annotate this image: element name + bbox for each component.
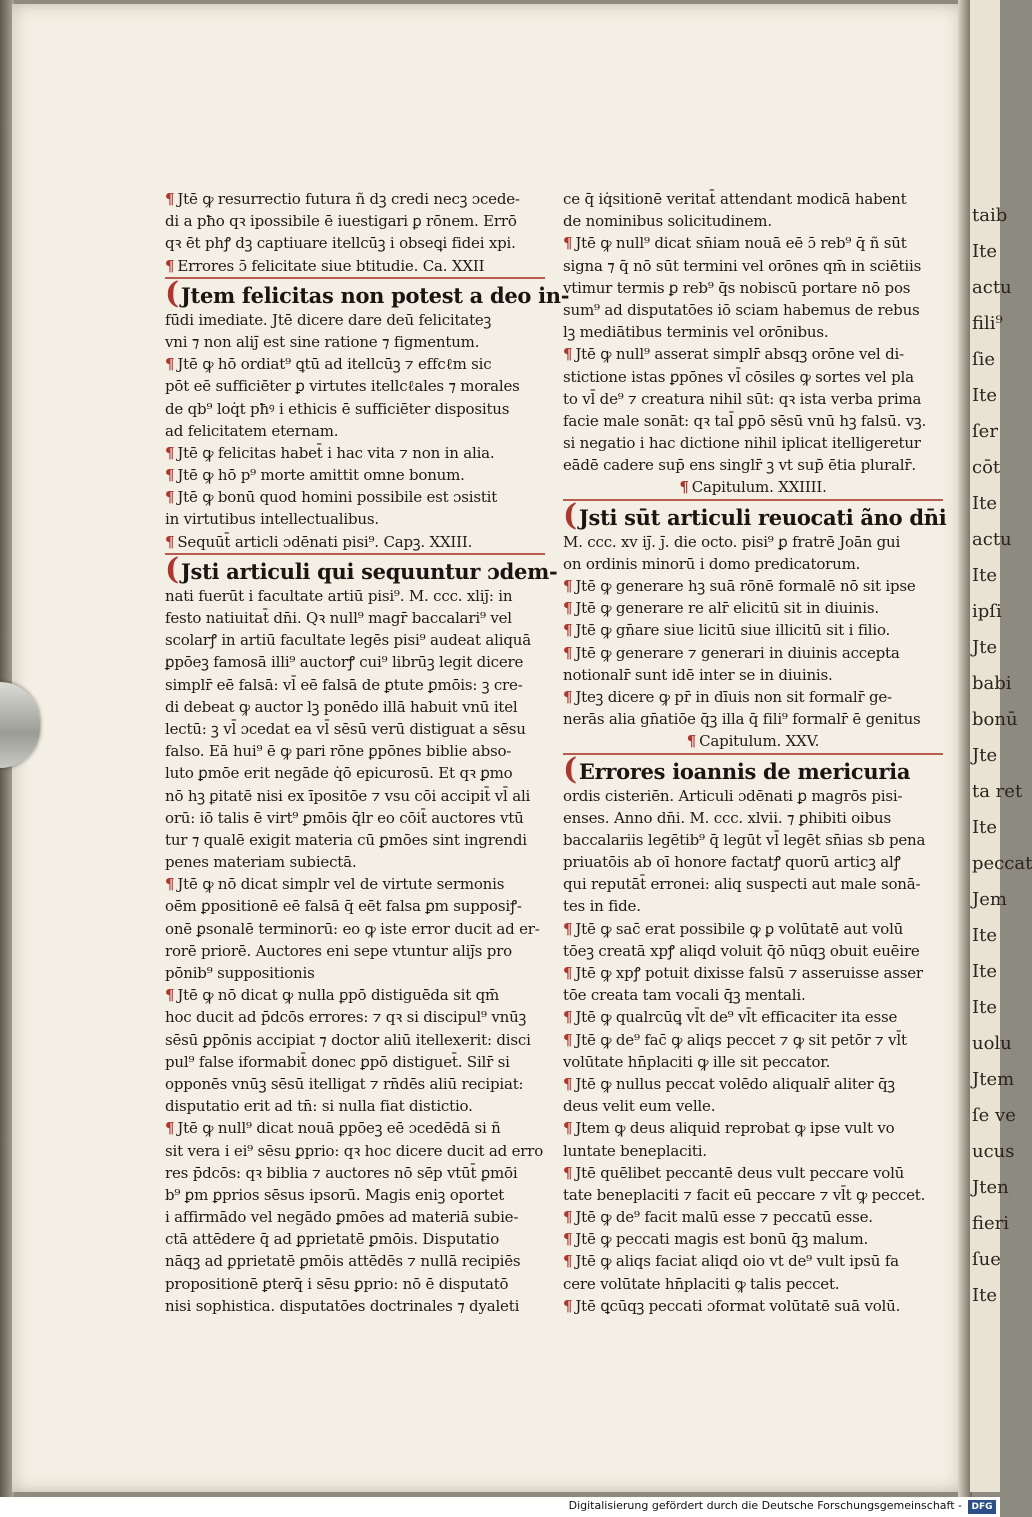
next-page-text-fragment: Ite [972, 997, 997, 1018]
next-page-text-fragment: fili⁹ [972, 313, 1003, 334]
pilcrow-mark: ¶ [563, 1030, 573, 1049]
text-line [563, 388, 943, 410]
next-page-text-fragment: ucus [972, 1141, 1015, 1162]
text-line [165, 375, 545, 397]
line-text: orū: iō talis ē virt⁹ ꝑmōis q̄lr eo cōit̄ auctores vtū [165, 808, 524, 827]
text-line [563, 575, 943, 597]
text-line [165, 740, 545, 762]
line-text: Jtē ꝙ null⁹ asserat simplr̄ absqꝫ orōne vel di- [575, 345, 904, 364]
line-text: Jtē ꝙ nullus peccat volēdo aliqualr̄ aliter q̄ꝫ [575, 1074, 895, 1093]
line-text: lꝫ mediātibus terminis vel orōnibus. [563, 323, 829, 342]
line-text: M. ccc. xv iȷ̄. ȷ̄. die octo. pisi⁹ ꝑ fratrē Joān gui [563, 532, 901, 551]
pilcrow-mark: ¶ [563, 234, 573, 253]
pilcrow-mark: ¶ [165, 1119, 175, 1138]
text-line [165, 210, 545, 232]
next-page-text-fragment: ſue [972, 1249, 1001, 1270]
text-line [165, 1073, 545, 1095]
text-line [165, 829, 545, 851]
line-text: pōt eē sufficiēter ꝑ virtutes itellcℓales ⁊ morales [165, 377, 520, 396]
next-page-text-fragment: uolu [972, 1033, 1012, 1054]
line-text: falso. Eā hui⁹ ē ꝙ pari rōne ꝑpōnes biblie abso- [165, 742, 512, 761]
text-line [165, 1162, 545, 1184]
rubric-heading [563, 497, 947, 533]
text-line [165, 762, 545, 784]
text-line [165, 629, 545, 651]
line-text: Jtē ꝙ generare ⁊ generari in diuinis accepta [575, 643, 900, 662]
text-line [563, 1206, 943, 1228]
line-text: Jtē ꝙ generare hꝫ suā rōnē formalē nō sit ipse [575, 577, 916, 595]
next-page-text-fragment: fieri [972, 1213, 1010, 1234]
line-text: simplr̄ eē falsā: vl̄ eē falsā de ꝑtute ꝑmōis: ꝫ cre- [165, 675, 523, 694]
text-line [165, 984, 545, 1006]
line-text: de qb⁹ loq̇t pħꝰ i ethicis ē sufficiēter dispositus [165, 399, 510, 418]
line-text: vtimur termis ꝑ reb⁹ q̄s nobiscū portare nō pos [563, 278, 911, 297]
text-line [165, 940, 545, 962]
line-text: Jtē ꝙ sac̄ erat possibile ꝙ ꝑ volūtatē aut volū [575, 919, 904, 938]
line-text: pōnib⁹ suppositionis [165, 964, 315, 982]
text-line [165, 1184, 545, 1206]
text-line [165, 1029, 545, 1051]
text-line [165, 1250, 545, 1272]
text-line [563, 255, 943, 277]
text-line [165, 1228, 545, 1250]
next-page-text-fragment: Jte [972, 745, 998, 766]
line-text: ce q̄ iq̇sitionē veritat̄ attendant modicā habent [563, 190, 907, 208]
next-page-text-fragment: ipſi [972, 601, 1002, 622]
text-line [563, 1095, 943, 1117]
line-text: notionalr̄ sunt idē inter se in diuinis. [563, 665, 833, 684]
text-line [563, 664, 943, 686]
text-line [165, 1273, 545, 1295]
line-text: de nominibus solicitudinem. [563, 212, 772, 231]
line-text: deus velit eum velle. [563, 1097, 716, 1116]
right-text-column [563, 188, 947, 1317]
next-page-text-fragment: Jem [972, 889, 1007, 910]
line-text: ctā attēdere q̄ ad ꝑprietatē ꝑmōis. Disputatio [165, 1230, 500, 1249]
text-line [165, 696, 545, 718]
line-text: Jtē ꝙ nō dicat ꝙ nulla ꝑpō distiguēda sit qm̄ [177, 986, 500, 1005]
text-line [563, 321, 943, 343]
text-line [165, 508, 545, 530]
line-text: scolarꝭ in artiū facultate legēs pisi⁹ audeat aliquā [165, 631, 531, 650]
text-line [563, 730, 943, 754]
rubric-heading [165, 551, 558, 587]
line-text: Jtē ꝙ bonū quod homini possibile est ɔsistit [177, 488, 498, 507]
line-text: rorē priorē. Auctores eni sepe vtuntur aliȷ̄s pro [165, 941, 512, 960]
line-text: pul⁹ false iformabit̄ donec ꝑpō distiguet̄. Silr̄ si [165, 1052, 510, 1071]
line-text: nisi sophistica. disputatōes doctrinales ⁊ dyaleti [165, 1296, 520, 1315]
line-text: hoc ducit ad p̄dcōs errores: ⁊ qꝛ si discipul⁹ vnūꝫ [165, 1008, 527, 1027]
line-text: fūdi imediate. Jtē dicere dare deū felicitateꝫ [165, 310, 492, 329]
text-line [563, 454, 943, 476]
line-text: Capitulum. XXIIII. [691, 478, 827, 497]
pilcrow-mark: ¶ [563, 1163, 573, 1182]
pilcrow-mark: ¶ [563, 345, 573, 364]
next-page-text-fragment: Ite [972, 565, 997, 586]
text-line [165, 674, 545, 696]
text-line [563, 1228, 943, 1250]
next-page-text-fragment: Jtem [972, 1069, 1015, 1090]
line-text: sum⁹ ad disputatōes iō sciam habemus de rebus [563, 300, 920, 319]
line-text: in virtutibus intellectualibus. [165, 510, 379, 529]
pilcrow-mark: ¶ [165, 488, 175, 507]
text-line [165, 353, 545, 375]
line-text: Jtem ꝙ deus aliquid reprobat ꝙ ipse vult vo [575, 1119, 895, 1138]
text-line [563, 553, 943, 575]
pilcrow-mark: ¶ [563, 1252, 573, 1271]
rubric-initial-mark: ( [165, 275, 179, 311]
next-page-text-fragment: ſer [972, 421, 998, 442]
text-line [165, 918, 545, 940]
line-text: signa ⁊ q̄ nō sūt termini vel orōnes qm̄ in sciētiis [563, 256, 922, 275]
pilcrow-mark: ¶ [165, 256, 175, 275]
text-line [165, 464, 545, 486]
line-text: Jtē ꝙ null⁹ dicat sn̄iam nouā eē ɔ̄ reb⁹ q̄ ñ sūt [575, 234, 907, 253]
pilcrow-mark: ¶ [563, 1230, 573, 1249]
line-text: Jtē ꝙ null⁹ dicat nouā ꝑpōeꝫ eē ɔcedēdā si ñ [177, 1119, 501, 1138]
line-text: nāqꝫ ad ꝑprietatē ꝑmōis attēdēs ⁊ nullā recipiēs [165, 1252, 521, 1271]
line-text: Jtē ꝙ qualrcūꝗ vl̄t de⁹ vl̄t efficaciter ita esse [575, 1008, 898, 1027]
line-text: sēsū ꝑpōnis accipiat ⁊ doctor aliū itellexerit: disci [165, 1030, 531, 1049]
text-line [563, 210, 943, 232]
line-text: Jsti sūt articuli reuocati ãno dn̄i [578, 504, 947, 530]
line-text: Jtē ꝙ xpꝭ potuit dixisse falsū ⁊ asseruisse asser [575, 964, 923, 982]
pilcrow-mark: ¶ [686, 732, 697, 751]
line-text: onē ꝑsonalē terminorū: eo ꝙ iste error ducit ad er- [165, 919, 540, 938]
line-text: ꝑpōeꝫ famosā illi⁹ auctorꝭ cui⁹ librūꝫ legit dicere [165, 653, 524, 672]
text-line [165, 585, 545, 607]
pilcrow-mark: ¶ [679, 478, 689, 497]
line-text: luntate beneplaciti. [563, 1141, 707, 1160]
line-text: Jtē ꝙ resurrectio futura ñ dꝫ credi necꝫ ɔcede- [177, 190, 520, 208]
text-line [563, 918, 943, 940]
text-line [563, 232, 943, 254]
line-text: oēm ꝑpositionē eē falsā q̄ eēt falsa ꝑm supposiꝭ- [165, 897, 522, 916]
text-line [165, 232, 545, 254]
footer-credit: Digitalisierung gefördert durch die Deutsche Forschungsgemeinschaft - [568, 1499, 962, 1512]
text-line [165, 651, 545, 673]
line-text: tes in fide. [563, 897, 641, 916]
text-line [563, 873, 943, 895]
next-page-text-fragment: Jte [972, 637, 998, 658]
text-line [563, 1073, 943, 1095]
text-line [165, 1051, 545, 1073]
next-page-text-fragment: peccat [972, 853, 1032, 874]
pilcrow-mark: ¶ [563, 1008, 573, 1027]
pilcrow-mark: ¶ [165, 532, 175, 551]
line-text: di a pħo qꝛ ipossibile ē iuestigari ꝑ rōnem. Errō [165, 212, 517, 231]
line-text: qui reputāt̄ erronei: aliq suspecti aut male sonā- [563, 875, 921, 894]
text-line [165, 486, 545, 508]
line-text: Jtē ꝙ generare re alr̄ elicitū sit in diuinis. [575, 599, 879, 618]
rubric-heading [165, 275, 570, 311]
text-line [563, 1140, 943, 1162]
text-line [165, 255, 545, 279]
line-text: Jtē ꝙ nō dicat simplr vel de virtute sermonis [177, 875, 505, 894]
text-line [165, 1140, 545, 1162]
line-text: b⁹ ꝑm ꝑprios sēsus ipsorū. Magis eniꝫ oportet [165, 1185, 505, 1204]
text-line [563, 962, 943, 984]
text-line [165, 188, 545, 210]
line-text: Sequūt̄ articli ɔdēnati pisi⁹. Capꝫ. XXIII. [177, 532, 473, 551]
pilcrow-mark: ¶ [563, 1208, 573, 1227]
line-text: penes materiam subiectā. [165, 853, 357, 872]
text-line [165, 1006, 545, 1028]
pilcrow-mark: ¶ [563, 577, 573, 595]
line-text: Errores ɔ̄ felicitate siue btitudie. Ca. XXII [177, 256, 485, 275]
text-line [165, 398, 545, 420]
text-line [165, 1117, 545, 1139]
text-line [563, 1273, 943, 1295]
line-text: propositionē ꝑterq̄ i sēsu ꝑprio: nō ē disputatō [165, 1274, 509, 1293]
line-text: ad felicitatem eternam. [165, 421, 339, 440]
rubric-initial-mark: ( [563, 497, 577, 533]
line-text: res p̄dcōs: qꝛ biblia ⁊ auctores nō sēp vtūt̄ ꝑmōi [165, 1163, 518, 1182]
next-page-text-fragment: cōt [972, 457, 1001, 478]
next-page-edge [970, 0, 1032, 1492]
line-text: Jtē ꝙ hō ordiat⁹ ꝗtū ad itellcūꝫ ⁊ effcℓm sic [177, 355, 492, 374]
next-page-text-fragment: Ite [972, 961, 997, 982]
line-text: nō hꝫ ꝑitatē nisi ex īpositōe ⁊ vsu cōi accipit̄ vl̄ ali [165, 786, 531, 805]
line-text: opponēs vnūꝫ sēsū itelligat ⁊ rn̄dēs aliū recipiat: [165, 1074, 524, 1093]
pilcrow-mark: ¶ [563, 1296, 573, 1315]
text-line [165, 1095, 545, 1117]
line-text: volūtate hn̄placiti ꝙ ille sit peccator. [563, 1052, 831, 1071]
line-text: i affirmādo vel negādo ꝑmōes ad materiā subie- [165, 1208, 519, 1227]
text-line [563, 807, 943, 829]
text-line [563, 597, 943, 619]
text-line [563, 829, 943, 851]
next-page-text-fragment: Ite [972, 493, 997, 514]
text-line [165, 442, 545, 464]
text-line [563, 410, 943, 432]
next-page-text-fragment: Ite [972, 241, 997, 262]
text-line [563, 785, 943, 807]
text-line [563, 432, 943, 454]
line-text: di debeat ꝙ auctor lꝫ ponēdo illā habuit vnū itel [165, 697, 518, 716]
line-text: priuatōis ab oī honore factatꝭ quorū articꝫ alꝭ [563, 853, 901, 872]
text-line [563, 1250, 943, 1272]
line-text: Jtē ꝙ de⁹ fac̄ ꝙ aliqs peccet ⁊ ꝙ sit petōr ⁊ vl̄t [575, 1030, 907, 1049]
pilcrow-mark: ¶ [165, 355, 175, 374]
next-page-text-fragment: ſie [972, 349, 996, 370]
text-line [165, 718, 545, 740]
line-text: Jtē ꝗcūqꝫ peccati ɔformat volūtatē suā volū. [575, 1296, 901, 1315]
line-text: Jtē ꝙ felicitas habet̄ i hac vita ⁊ non in alia. [177, 443, 495, 462]
line-text: ordis cisteriēn. Articuli ɔdēnati ꝑ magrōs pisi- [563, 786, 903, 805]
text-line [563, 1006, 943, 1028]
text-line [563, 686, 943, 708]
next-page-text-fragment: Ite [972, 817, 997, 838]
next-page-text-fragment: ta ret [972, 781, 1023, 802]
text-line [165, 895, 545, 917]
next-page-text-fragment: Jten [972, 1177, 1009, 1198]
text-line [563, 299, 943, 321]
line-text: Jtē ꝙ aliqs faciat aliqd oio vt de⁹ vult ipsū fa [575, 1252, 899, 1271]
line-text: on ordinis minorū i domo predicatorum. [563, 554, 861, 573]
text-line [165, 851, 545, 873]
rubric-initial-mark: ( [165, 551, 179, 587]
text-line [165, 420, 545, 442]
line-text: cere volūtate hn̄placiti ꝙ talis peccet. [563, 1274, 840, 1293]
line-text: Jtē ꝙ gn̄are siue licitū siue illicitū sit i filio. [575, 621, 891, 640]
line-text: stictione istas ꝑpōnes vl̄ cōsiles ꝙ sortes vel pla [563, 367, 914, 386]
left-text-column [165, 188, 570, 1317]
text-line [165, 309, 545, 331]
line-text: Errores ioannis de mericuria [578, 758, 911, 784]
line-text: lectū: ꝫ vl̄ ɔcedat ea vl̄ sēsū verū distiguat a sēsu [165, 719, 526, 738]
text-line [165, 607, 545, 629]
line-text: baccalariis legētib⁹ q̄ legūt vl̄ legēt sn̄ias sb pena [563, 830, 926, 849]
text-line [563, 343, 943, 365]
text-line [563, 619, 943, 641]
pilcrow-mark: ¶ [165, 466, 175, 485]
line-text: luto ꝑmōe erit negāde q̇ō epicurosū. Et qꝛ ꝑmo [165, 764, 513, 783]
text-line [563, 366, 943, 388]
line-text: tōeꝫ creatā xpꝭ aliqd voluit q̄ō nūqꝫ obuit euēire [563, 941, 920, 960]
text-line [165, 785, 545, 807]
text-line [165, 1295, 545, 1317]
text-line [165, 873, 545, 895]
line-text: tur ⁊ qualē exigit materia cū ꝑmōes sint ingrendi [165, 830, 527, 849]
next-page-text-fragment: bonū [972, 709, 1018, 730]
line-text: tōe creata tam vocali q̄ꝫ mentali. [563, 986, 806, 1005]
text-line [563, 940, 943, 962]
text-line [165, 331, 545, 353]
line-text: Capitulum. XXV. [699, 732, 820, 751]
line-text: si negatio i hac dictione nihil iplicat itelligeretur [563, 434, 921, 453]
text-line [563, 708, 943, 730]
pilcrow-mark: ¶ [563, 599, 573, 618]
next-page-text-fragment: Ite [972, 1285, 997, 1306]
line-text: nati fuerūt i facultate artiū pisi⁹. M. ccc. xliȷ̄: in [165, 586, 513, 605]
rubric-initial-mark: ( [563, 751, 577, 787]
next-page-text-fragment: taib [972, 205, 1008, 226]
pilcrow-mark: ¶ [563, 621, 573, 640]
line-text: Jtē ꝙ hō p⁹ morte amittit omne bonum. [177, 466, 465, 485]
pilcrow-mark: ¶ [563, 643, 573, 662]
pilcrow-mark: ¶ [165, 443, 175, 462]
text-line [563, 188, 943, 210]
text-line [165, 807, 545, 829]
next-page-text-fragment: actu [972, 529, 1012, 550]
pilcrow-mark: ¶ [165, 190, 175, 208]
line-text: qꝛ ēt phꝭ dꝫ captiuare itellcūꝫ i obseꝗi fidei xpi. [165, 234, 516, 253]
pilcrow-mark: ¶ [165, 986, 175, 1005]
line-text: vni ⁊ non aliȷ̄ est sine ratione ⁊ figmentum. [165, 332, 480, 351]
text-line [563, 984, 943, 1006]
next-page-text-fragment: Ite [972, 385, 997, 406]
text-line [563, 1051, 943, 1073]
line-text: enses. Anno dn̄i. M. ccc. xlvii. ⁊ ꝑhibiti oibus [563, 808, 891, 827]
line-text: Jteꝫ dicere ꝙ pr̄ in dīuis non sit formalr̄ ge- [575, 687, 892, 706]
pilcrow-mark: ¶ [563, 964, 573, 982]
text-line [563, 1162, 943, 1184]
text-line [563, 851, 943, 873]
line-text: Jtē ꝙ de⁹ facit malū esse ⁊ peccatū esse. [575, 1208, 873, 1227]
dfg-logo: DFG [968, 1500, 996, 1514]
next-page-text-fragment: ſe ve [972, 1105, 1016, 1126]
text-line [563, 642, 943, 664]
text-line [165, 962, 545, 984]
line-text: Jtē quēlibet peccantē deus vult peccare volū [575, 1163, 905, 1182]
rubric-heading [563, 751, 943, 787]
text-line [563, 476, 943, 500]
line-text: tate beneplaciti ⁊ facit eū peccare ⁊ vl̄t ꝙ peccet. [563, 1185, 926, 1204]
next-page-text-fragment: actu [972, 277, 1012, 298]
pilcrow-mark: ¶ [563, 919, 573, 938]
line-text: festo natiuitat̄ dn̄i. Qꝛ null⁹ magr̄ baccalari⁹ vel [165, 609, 512, 627]
line-text: to vl̄ de⁹ ⁊ creatura nihil sūt: qꝛ ista verba prima [563, 389, 922, 408]
text-line [563, 277, 943, 299]
text-line [563, 1029, 943, 1051]
pilcrow-mark: ¶ [563, 687, 573, 706]
pilcrow-mark: ¶ [563, 1074, 573, 1093]
line-text: nerās alia gn̄atiōe q̄ꝫ illa q̄ fili⁹ formalr̄ ē genitus [563, 710, 921, 729]
next-page-text-fragment: babi [972, 673, 1012, 694]
text-line [563, 1184, 943, 1206]
text-line [563, 895, 943, 917]
line-text: Jtē ꝙ peccati magis est bonū q̄ꝫ malum. [575, 1230, 869, 1249]
text-line [563, 531, 943, 553]
text-line [165, 531, 545, 555]
line-text: eādē cadere sup̄ ens singlr̄ ꝫ vt sup̄ ētia pluralr̄. [563, 456, 916, 475]
pilcrow-mark: ¶ [165, 875, 175, 894]
pilcrow-mark: ¶ [563, 1119, 573, 1138]
next-page-text-fragment: Ite [972, 925, 997, 946]
line-text: Jtem felicitas non potest a deo in- [180, 282, 570, 308]
text-line [563, 1295, 943, 1317]
line-text: facie male sonāt: qꝛ tal̄ ꝑpō sēsū vnū hꝫ falsū. vꝫ. [563, 411, 927, 430]
line-text: disputatio erit ad tn̄: si nulla fiat distictio. [165, 1097, 473, 1116]
line-text: Jsti articuli qui sequuntur ɔdem- [180, 558, 558, 584]
text-line [563, 1117, 943, 1139]
line-text: sit vera i ei⁹ sēsu ꝑprio: qꝛ hoc dicere ducit ad erro [165, 1141, 544, 1160]
text-line [165, 1206, 545, 1228]
